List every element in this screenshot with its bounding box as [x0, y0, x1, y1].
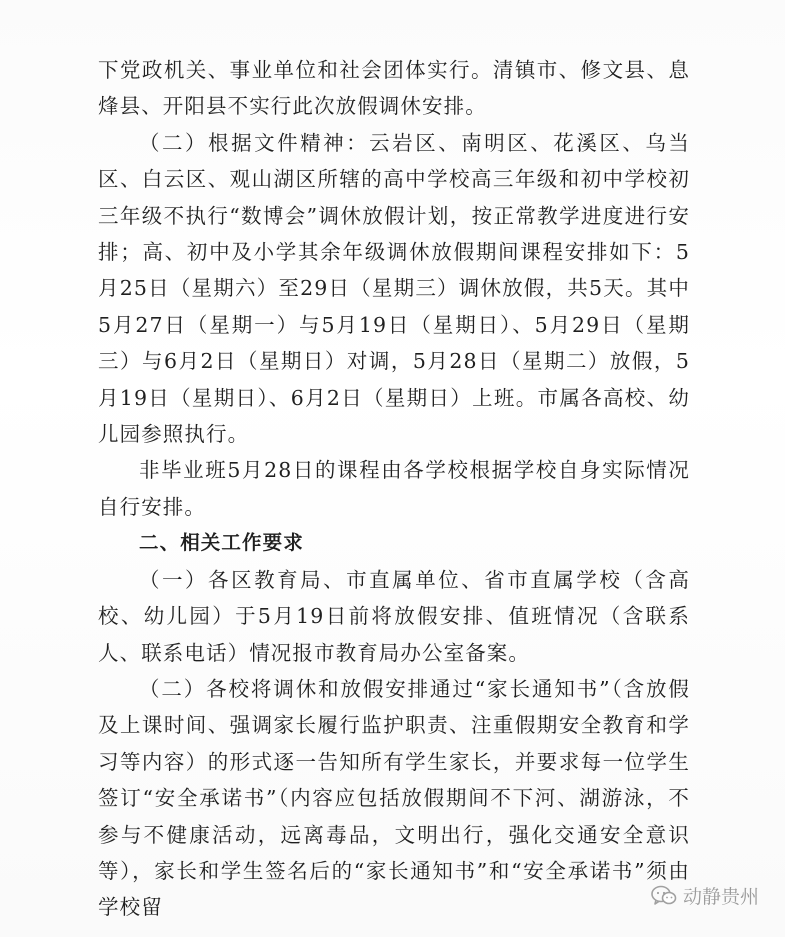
paragraph-section-2-2: （二）各校将调休和放假安排通过“家长通知书”（含放假及上课时间、强调家长履行监护职责、注重假期安全教育和学习等内容）的形式逐一告知所有学生家长，并要求每一位学生签订“安全承诺书”（内容应包括放假期间不下河、湖游泳，不参与不健康活动，远离毒品，文明出行，强化交通安全意识等），家长和学生签名后的“家长通知书”和“安全承诺书”须由学校留	[98, 676, 690, 920]
wechat-icon	[651, 885, 677, 907]
paragraph-continuation: 下党政机关、事业单位和社会团体实行。清镇市、修文县、息烽县、开阳县不实行此次放假调休安排。	[98, 58, 690, 119]
watermark	[651, 882, 759, 909]
paragraph-non-graduating-classes: 非毕业班5月28日的课程由各学校根据学校自身实际情况自行安排。	[98, 458, 690, 519]
document-body	[98, 52, 690, 926]
paragraph-section-1-2: （二）根据文件精神：云岩区、南明区、花溪区、乌当区、白云区、观山湖区所辖的高中学校高三年级和初中学校初三年级不执行“数博会”调休放假计划，按正常教学进度进行安排；高、初中及小学其余年级调休放假期间课程安排如下：5月25日（星期六）至29日（星期三）调休放假，共5天。其中5月27日（星期一）与5月19日（星期日）、5月29日（星期三）与6月2日（星期日）对调，5月28日（星期二）放假，5月19日（星期日）、6月2日（星期日）上班。市属各高校、幼儿园参照执行。	[98, 130, 690, 447]
section-heading-work-requirements: 二、相关工作要求	[139, 531, 304, 555]
paragraph-section-2-1: （一）各区教育局、市直属单位、省市直属学校（含高校、幼儿园）于5月19日前将放假安排、值班情况（含联系人、联系电话）情况报市教育局办公室备案。	[98, 567, 690, 665]
watermark-text: 动静贵州	[682, 886, 759, 908]
